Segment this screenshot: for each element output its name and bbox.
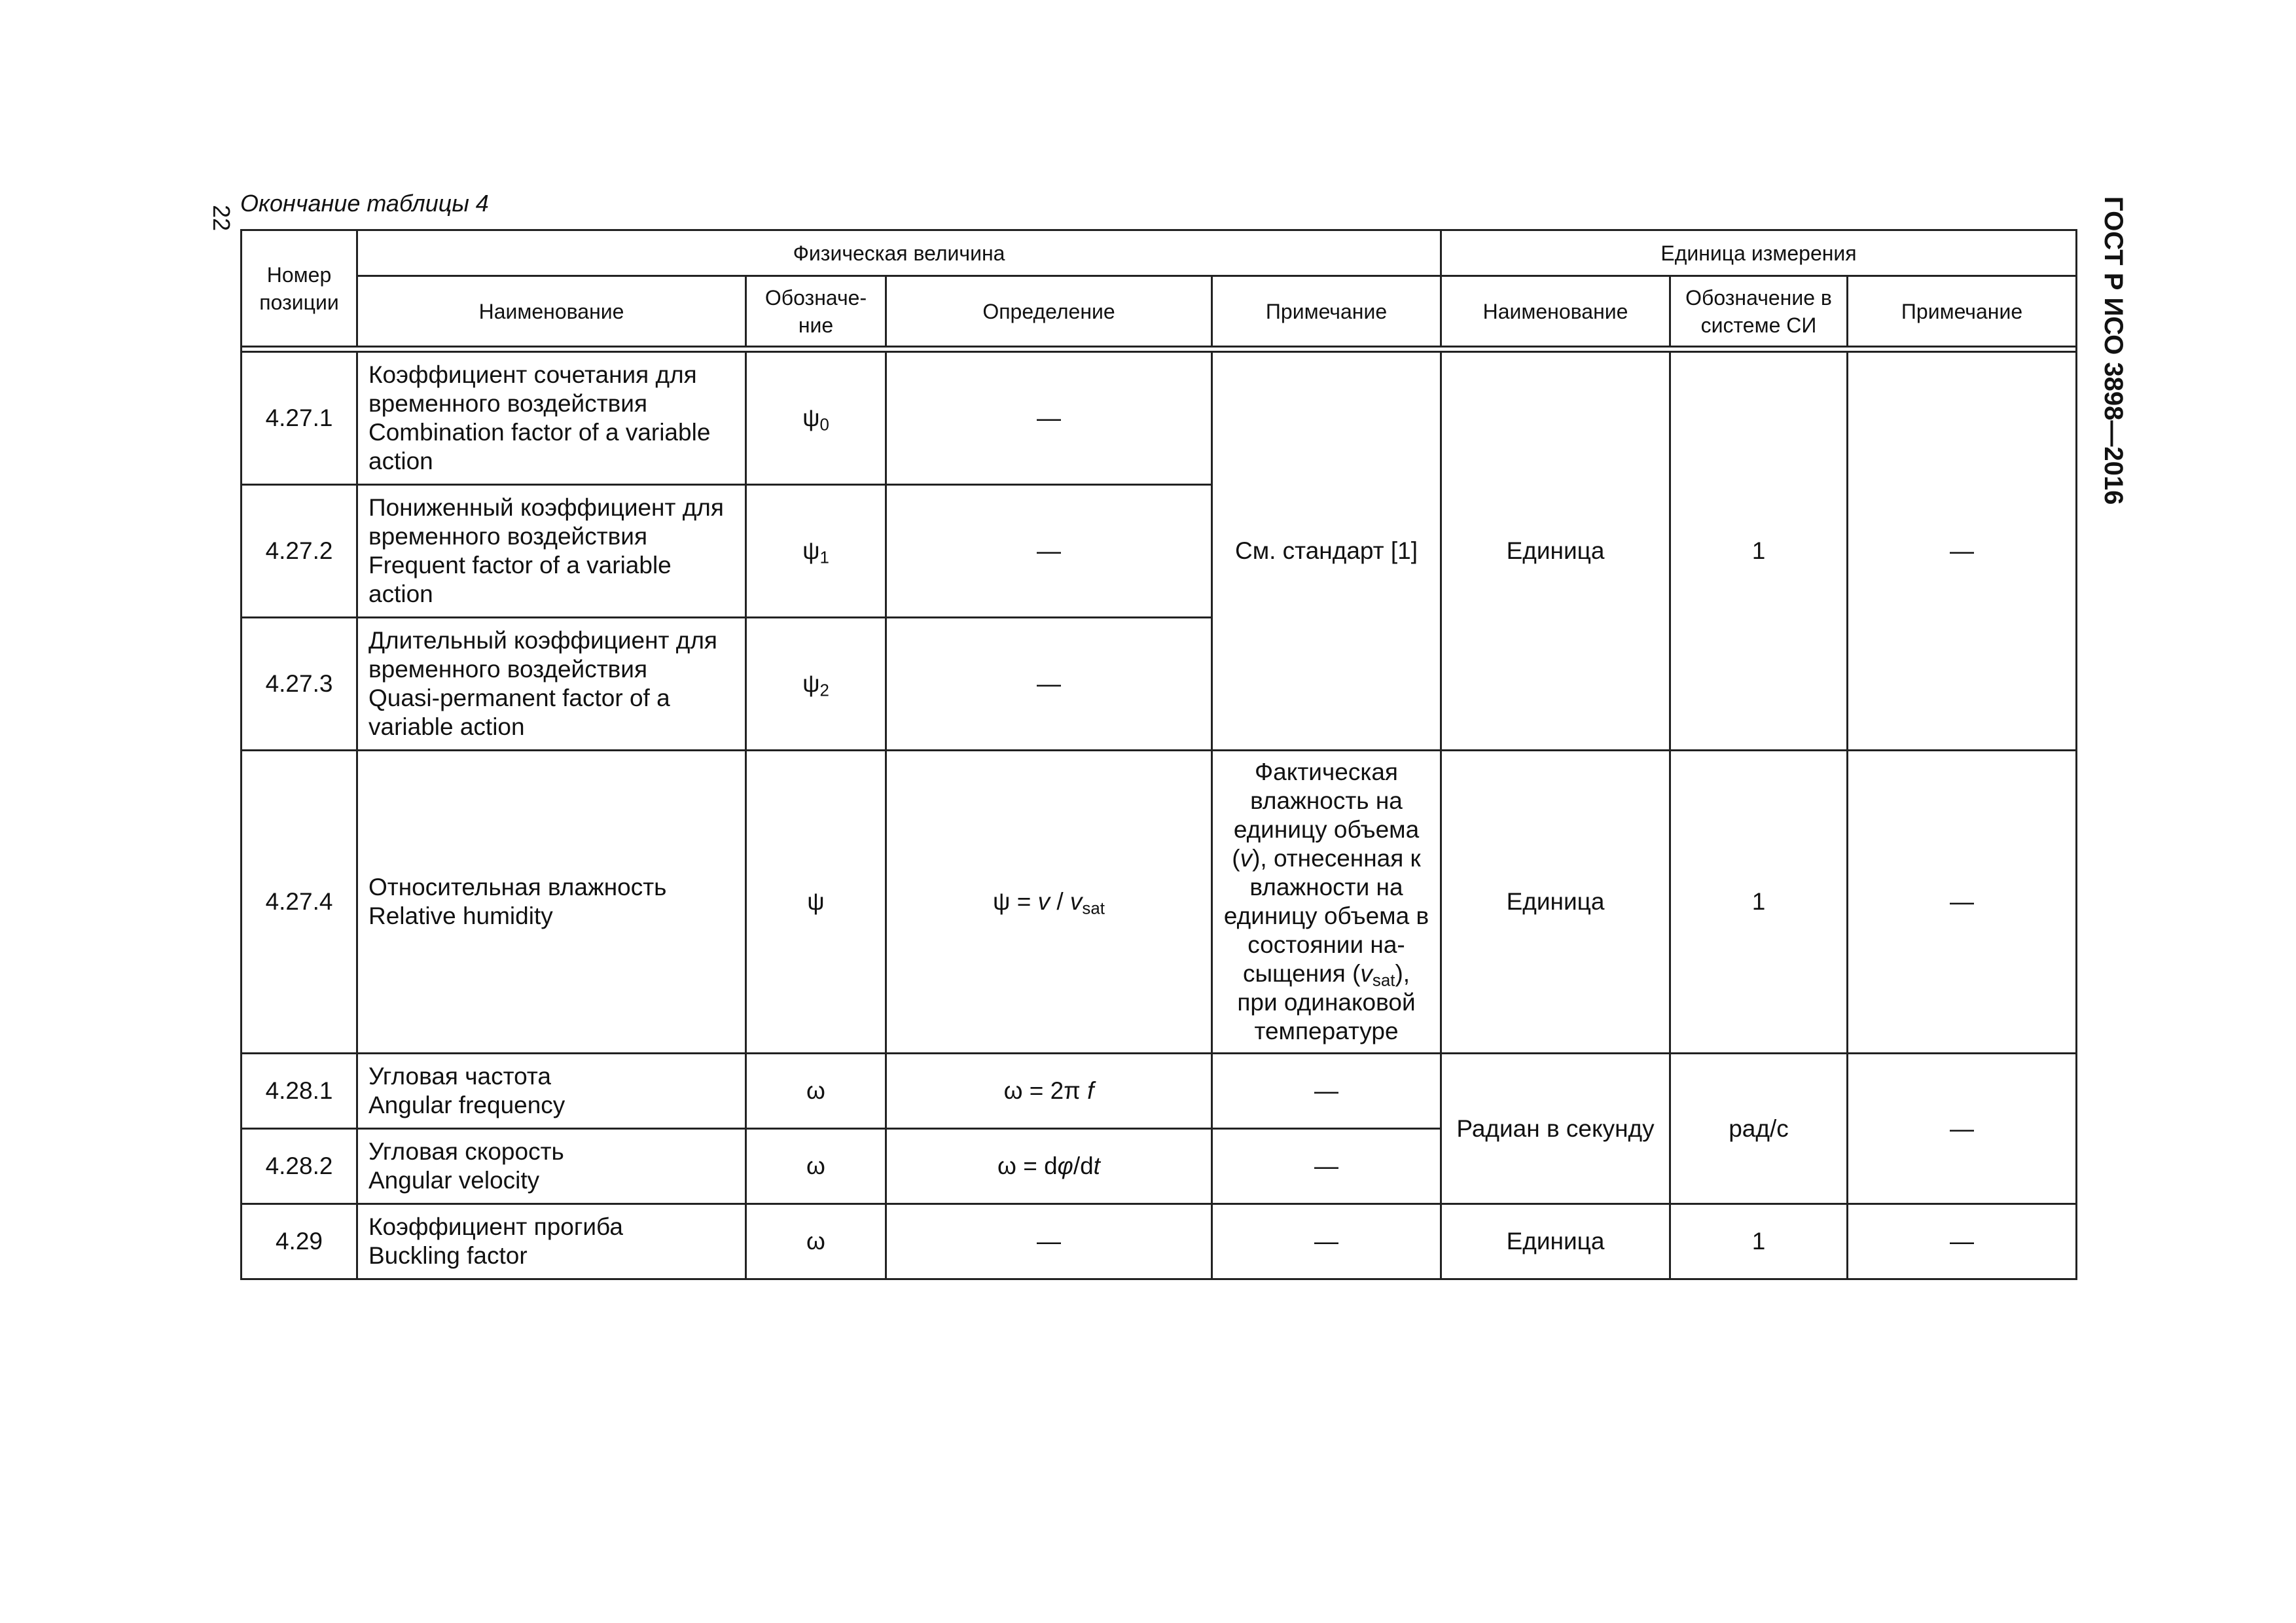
header-unit-symbol: Обозначение в системе СИ xyxy=(1670,276,1848,347)
header-unit-of-measure: Единица измерения xyxy=(1441,230,2077,276)
row-note: — xyxy=(1212,1204,1441,1279)
row-name: Длительный коэффициент для временного воздействия Quasi-permanent factor of a variable action xyxy=(357,618,746,751)
table-row xyxy=(242,1054,2077,1129)
row-symbol: ω xyxy=(746,1204,886,1279)
row-note: Фактическая влажность на единицу объема (v), отнесенная к влажности на единицу объема в состоянии на-сыщения $(v_{sat})$, при одинаковой температуре xyxy=(1212,751,1441,1054)
group-unit-note: — xyxy=(1848,352,2077,751)
row-name: Относительная влажность Relative humidity xyxy=(357,751,746,1054)
row-note: — xyxy=(1212,1054,1441,1129)
row-unit-note: — xyxy=(1848,751,2077,1054)
row-name: Коэффициент сочетания для временного воздействия Combination factor of a variable action xyxy=(357,352,746,485)
row-symbol: $\psi_2$ xyxy=(746,618,886,751)
header-separator xyxy=(242,347,2077,352)
row-number: 4.27.1 xyxy=(242,352,357,485)
row-number: 4.29 xyxy=(242,1204,357,1279)
header-pq-symbol: Обозначе-ние xyxy=(746,276,886,347)
row-number: 4.27.2 xyxy=(242,485,357,618)
row-number: 4.28.1 xyxy=(242,1054,357,1129)
row-symbol: $\psi_1$ xyxy=(746,485,886,618)
group-unit-name: Единица xyxy=(1441,352,1670,751)
row-name: Пониженный коэффициент для временного воздействия Frequent factor of a variable action xyxy=(357,485,746,618)
table-row xyxy=(242,751,2077,1054)
row-unit-name: Единица xyxy=(1441,1204,1670,1279)
row-definition: — xyxy=(886,352,1212,485)
row-number: 4.27.4 xyxy=(242,751,357,1054)
row-symbol: ω xyxy=(746,1054,886,1129)
row-unit-name: Единица xyxy=(1441,751,1670,1054)
row-definition: ω = dφ/dt xyxy=(886,1129,1212,1204)
row-definition: ω = 2π f xyxy=(886,1054,1212,1129)
header-physical-quantity: Физическая величина xyxy=(357,230,1441,276)
row-unit-symbol: 1 xyxy=(1670,751,1848,1054)
row-symbol: $\psi_0$ xyxy=(746,352,886,485)
row-name: Угловая частота Angular frequency xyxy=(357,1054,746,1129)
document-title: ГОСТ Р ИСО 3898—2016 xyxy=(2099,196,2128,505)
group-unit-symbol: рад/с xyxy=(1670,1054,1848,1204)
group-unit-name: Радиан в секунду xyxy=(1441,1054,1670,1204)
table-row xyxy=(242,1204,2077,1279)
row-name: Угловая скорость Angular velocity xyxy=(357,1129,746,1204)
group-unit-note: — xyxy=(1848,1054,2077,1204)
header-pq-name: Наименование xyxy=(357,276,746,347)
table-row xyxy=(242,352,2077,485)
group-unit-symbol: 1 xyxy=(1670,352,1848,751)
page-number: 22 xyxy=(208,204,236,232)
row-unit-symbol: 1 xyxy=(1670,1204,1848,1279)
row-definition: $\psi = v / v_{sat}$ xyxy=(886,751,1212,1054)
row-definition: — xyxy=(886,618,1212,751)
row-note: — xyxy=(1212,1129,1441,1204)
header-position-number: Номер позиции xyxy=(242,230,357,347)
row-number: 4.28.2 xyxy=(242,1129,357,1204)
row-symbol: ψ xyxy=(746,751,886,1054)
quantities-table xyxy=(240,229,2077,1280)
row-unit-note: — xyxy=(1848,1204,2077,1279)
row-definition: — xyxy=(886,1204,1212,1279)
row-number: 4.27.3 xyxy=(242,618,357,751)
header-pq-definition: Определение xyxy=(886,276,1212,347)
row-definition: — xyxy=(886,485,1212,618)
table-caption: Окончание таблицы 4 xyxy=(240,190,489,217)
group-note: См. стандарт [1] xyxy=(1212,352,1441,751)
row-symbol: ω xyxy=(746,1129,886,1204)
header-unit-note: Примечание xyxy=(1848,276,2077,347)
header-unit-name: Наименование xyxy=(1441,276,1670,347)
row-name: Коэффициент прогиба Buckling factor xyxy=(357,1204,746,1279)
header-pq-note: Примечание xyxy=(1212,276,1441,347)
